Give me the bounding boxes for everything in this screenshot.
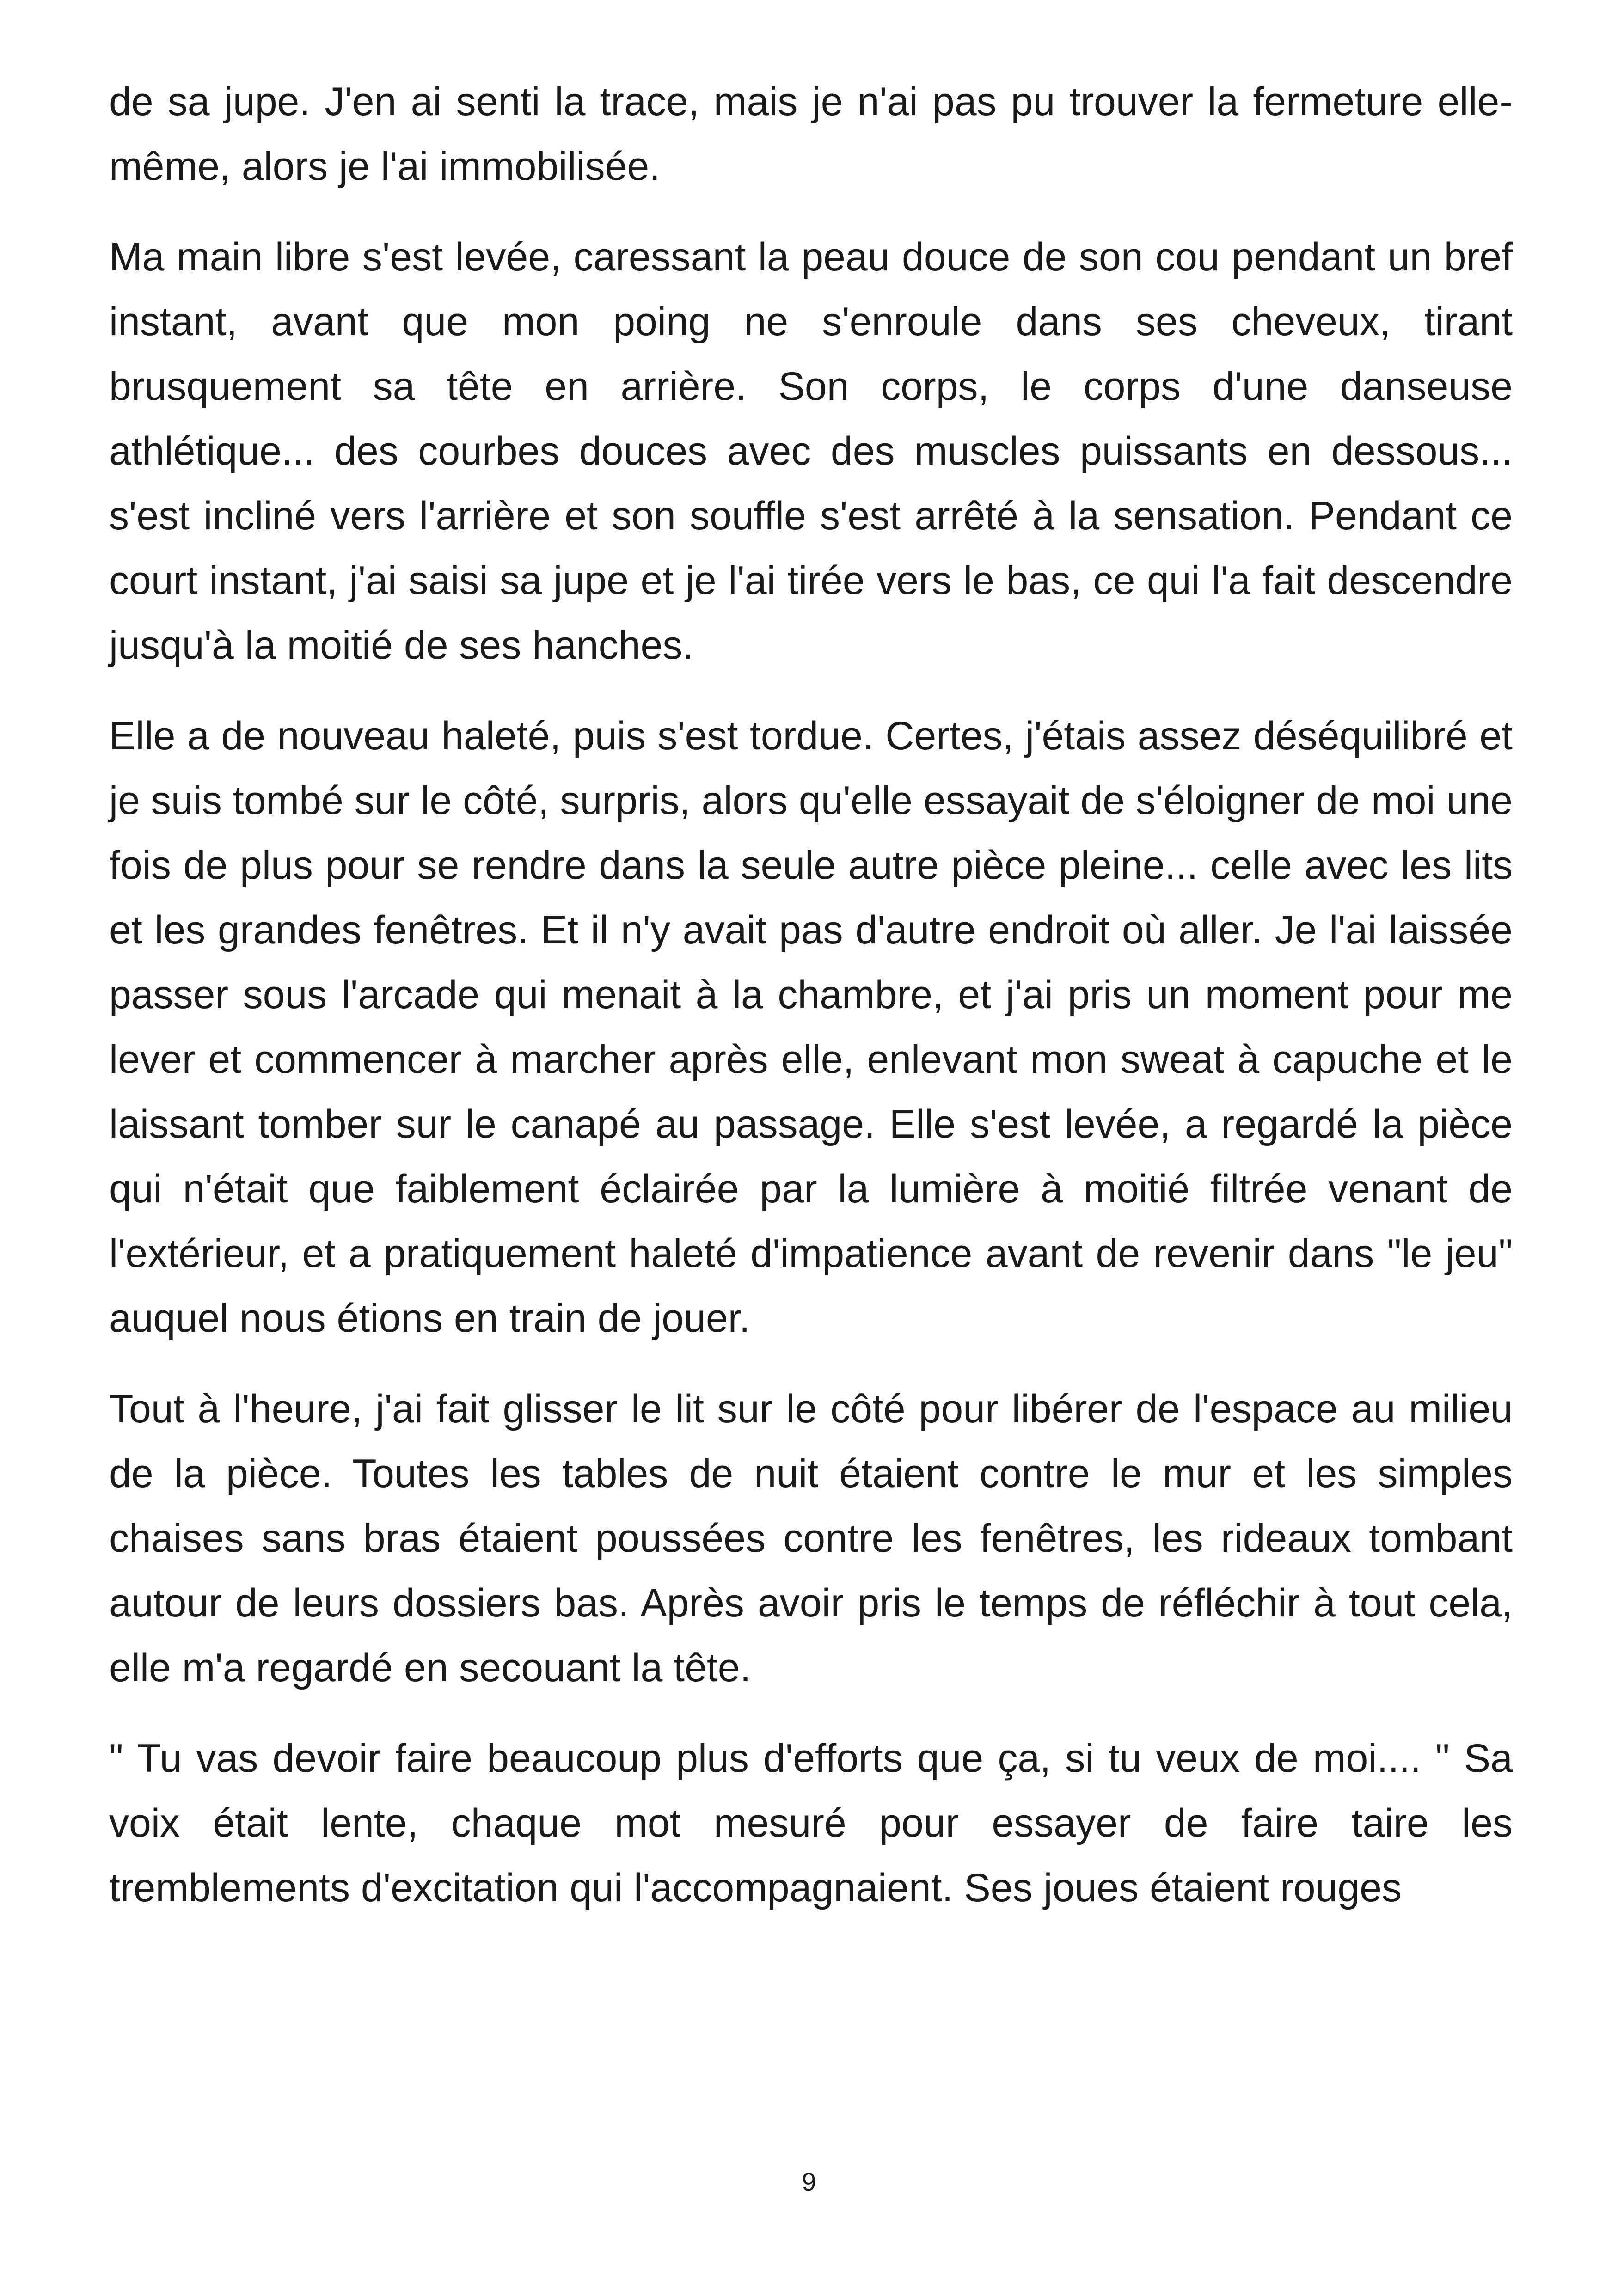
body-text — [109, 69, 1513, 1946]
paragraph-3: Elle a de nouveau haleté, puis s'est tordue. Certes, j'étais assez déséquilibré et je suis tombé sur le côté, surpris, alors qu'elle essayait de s'éloigner de moi une fois de plus pour se rendre dans la seule autre pièce pleine... celle avec les lits et les grandes fenêtres. Et il n'y avait pas d'autre endroit où aller. Je l'ai laissée passer sous l'arcade qui menait à la chambre, et j'ai pris un moment pour me lever et commencer à marcher après elle, enlevant mon sweat à capuche et le laissant tomber sur le canapé au passage. Elle s'est levée, a regardé la pièce qui n'était que faiblement éclairée par la lumière à moitié filtrée venant de l'extérieur, et a pratiquement haleté d'impatience avant de revenir dans "le jeu" auquel nous étions en train de jouer. — [109, 714, 1513, 1341]
paragraph-4: Tout à l'heure, j'ai fait glisser le lit sur le côté pour libérer de l'espace au milieu de la pièce. Toutes les tables de nuit étaient contre le mur et les simples chaises sans bras étaient poussées contre les fenêtres, les rideaux tombant autour de leurs dossiers bas. Après avoir pris le temps de réfléchir à tout cela, elle m'a regardé en secouant la tête. — [109, 1387, 1513, 1690]
paragraph-5: " Tu vas devoir faire beaucoup plus d'efforts que ça, si tu veux de moi.... " Sa voix était lente, chaque mot mesuré pour essayer de faire taire les tremblements d'excitation qui l'accompagnaient. Ses joues étaient rouges — [109, 1736, 1513, 1910]
page-number: 9 — [802, 2167, 816, 2196]
paragraph-1: de sa jupe. J'en ai senti la trace, mais je n'ai pas pu trouver la fermeture elle-même, alors je l'ai immobilisée. — [109, 80, 1513, 189]
paragraph-2: Ma main libre s'est levée, caressant la peau douce de son cou pendant un bref instant, avant que mon poing ne s'enroule dans ses cheveux, tirant brusquement sa tête en arrière. Son corps, le corps d'une danseuse athlétique... des courbes douces avec des muscles puissants en dessous... s'est incliné vers l'arrière et son souffle s'est arrêté à la sensation. Pendant ce court instant, j'ai saisi sa jupe et je l'ai tirée vers le bas, ce qui l'a fait descendre jusqu'à la moitié de ses hanches. — [109, 235, 1513, 667]
